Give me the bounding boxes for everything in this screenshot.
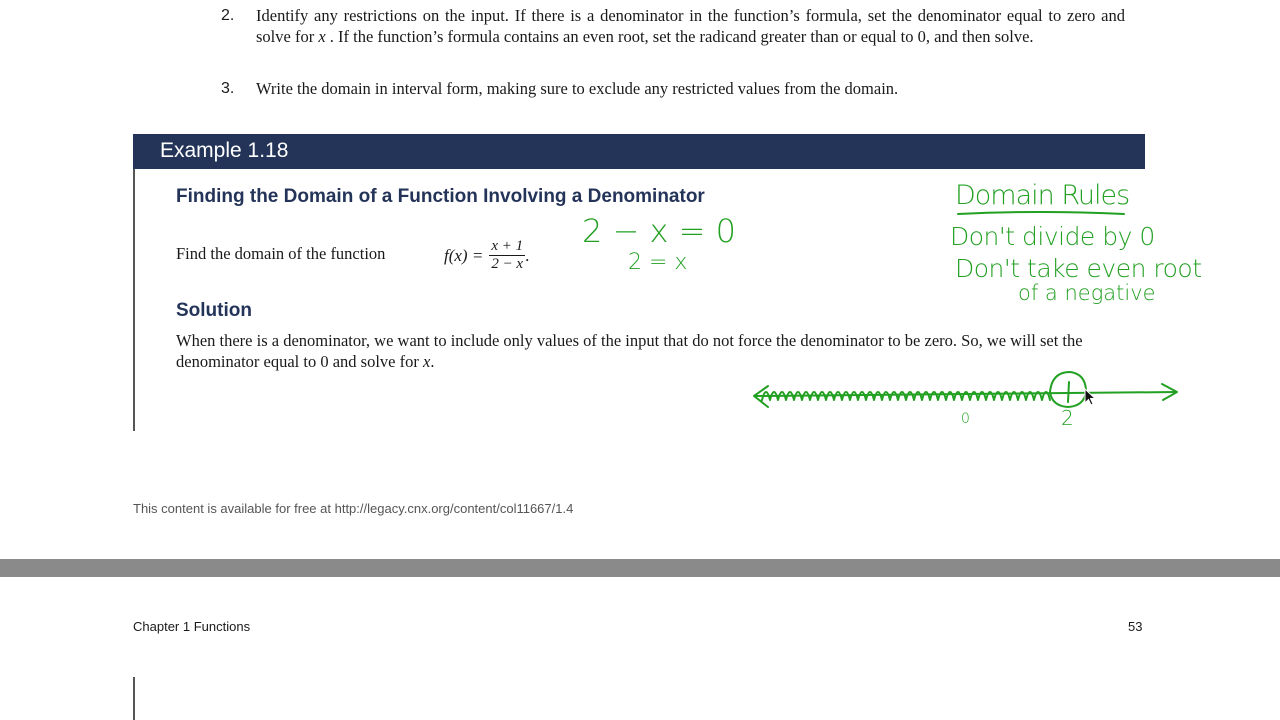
handwritten-rule-2-continued: of a negative [1018,281,1156,305]
step-number: 3. [221,80,235,97]
step-text: Identify any restrictions on the input. If there is a denominator in the function’s formula, set the denominator equal to zero and solve for x . If the function’s formula contains an even root, set the radicand greater than or equal to 0, and then solve. [256,6,1125,46]
number-line-label-0: 0 [961,411,970,427]
handwritten-equation-2: 2 = x [628,250,688,275]
handwritten-rule-1: Don't divide by 0 [950,222,1155,251]
example-left-rule [133,169,135,431]
handwritten-rules-title: Domain Rules [955,180,1130,211]
number-line-label-2: 2 [1061,406,1074,430]
function-formula [444,239,529,272]
handwritten-rule-2: Don't take even root [955,254,1202,283]
page-separator [0,559,1280,577]
step-text: Write the domain in interval form, making sure to exclude any restricted values from the domain. [256,79,899,98]
example-prompt: Find the domain of the function [176,244,386,263]
handwritten-equation-1: 2 − x = 0 [582,212,736,250]
example-label: Example 1.18 [160,139,289,162]
solution-text: When there is a denominator, we want to include only values of the input that do not force the denominator to be zero. So, we will set the denominator equal to 0 and solve for x. [176,331,1083,371]
step-3 [221,78,1125,99]
formula-denominator: 2 − x [491,256,524,272]
next-document-page [0,577,1280,720]
formula-end: . [525,245,530,265]
mouse-pointer-icon [1084,388,1098,406]
running-header-chapter: Chapter 1 Functions [133,619,251,634]
page-number: 53 [1128,619,1143,634]
content-source-footer: This content is available for free at http://legacy.cnx.org/content/col11667/1.4 [133,501,574,516]
step-2 [221,5,1125,47]
formula-lhs: f(x) = [444,245,484,265]
formula-numerator: x + 1 [491,238,524,254]
left-rule [133,677,135,720]
example-heading: Finding the Domain of a Function Involving a Denominator [176,186,705,207]
solution-heading: Solution [176,300,252,321]
formula-fraction [489,239,525,272]
step-number: 2. [221,7,235,24]
